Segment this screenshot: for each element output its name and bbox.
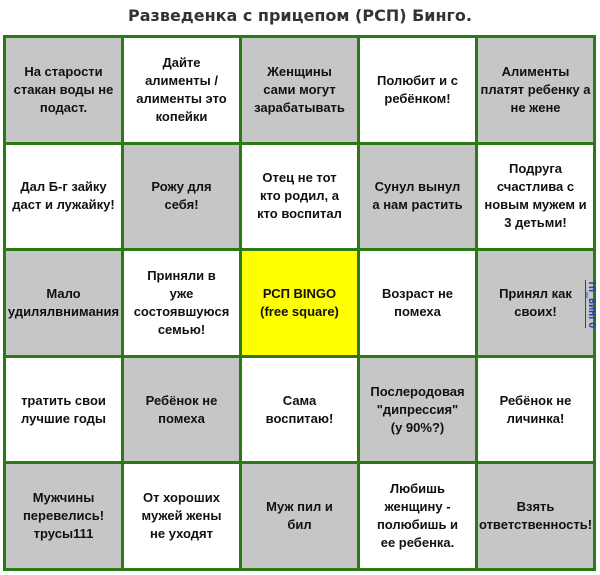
bingo-cell: Дайте алименты / алименты это копейки [124,38,239,142]
bingo-cell: Сама воспитаю! [242,358,357,462]
bingo-cell: Женщины сами могут зарабатывать [242,38,357,142]
bingo-board [3,35,596,571]
bingo-cell: Любишь женщину - полюбишь и ее ребенка. [360,464,475,568]
bingo-cell: Мало удилялвнимания [6,251,121,355]
bingo-cell: Полюбит и с ребёнком! [360,38,475,142]
page-title: Разведенка с прицепом (РСП) Бинго. [0,0,600,34]
bingo-cell: Муж пил и бил [242,464,357,568]
bingo-cell: Мужчины перевелись! трусы111 [6,464,121,568]
bingo-cell: Ребёнок не помеха [124,358,239,462]
bingo-cell: На старости стакан воды не подаст. [6,38,121,142]
bingo-cell: Дал Б-г зайку даст и лужайку! [6,145,121,249]
bingo-cell: Сунул вынул а нам растить [360,145,475,249]
bingo-cell: Отец не тот кто родил, а кто воспитал [242,145,357,249]
free-square-cell: РСП BINGO (free square) [242,251,357,355]
bingo-cell: Принял как своих! [478,251,593,355]
bingo-cell: Приняли в уже состоявшуюся семью! [124,251,239,355]
bingo-cell: Подруга счастлива с новым мужем и 3 детьми! [478,145,593,249]
bingo-cell: От хороших мужей жены не уходят [124,464,239,568]
bingo-cell: тратить свои лучшие годы [6,358,121,462]
bingo-cell: Ребёнок не личинка! [478,358,593,462]
bingo-cell: Взять ответственность! [478,464,593,568]
bingo-cell: Послеродовая "дипрессия" (у 90%?) [360,358,475,462]
bingo-cell: Алименты платят ребенку а не жене [478,38,593,142]
bingo-cell: Возраст не помеха [360,251,475,355]
bingo-cell: Рожу для себя! [124,145,239,249]
watermark-label: ТП_БИНГО [586,279,597,329]
